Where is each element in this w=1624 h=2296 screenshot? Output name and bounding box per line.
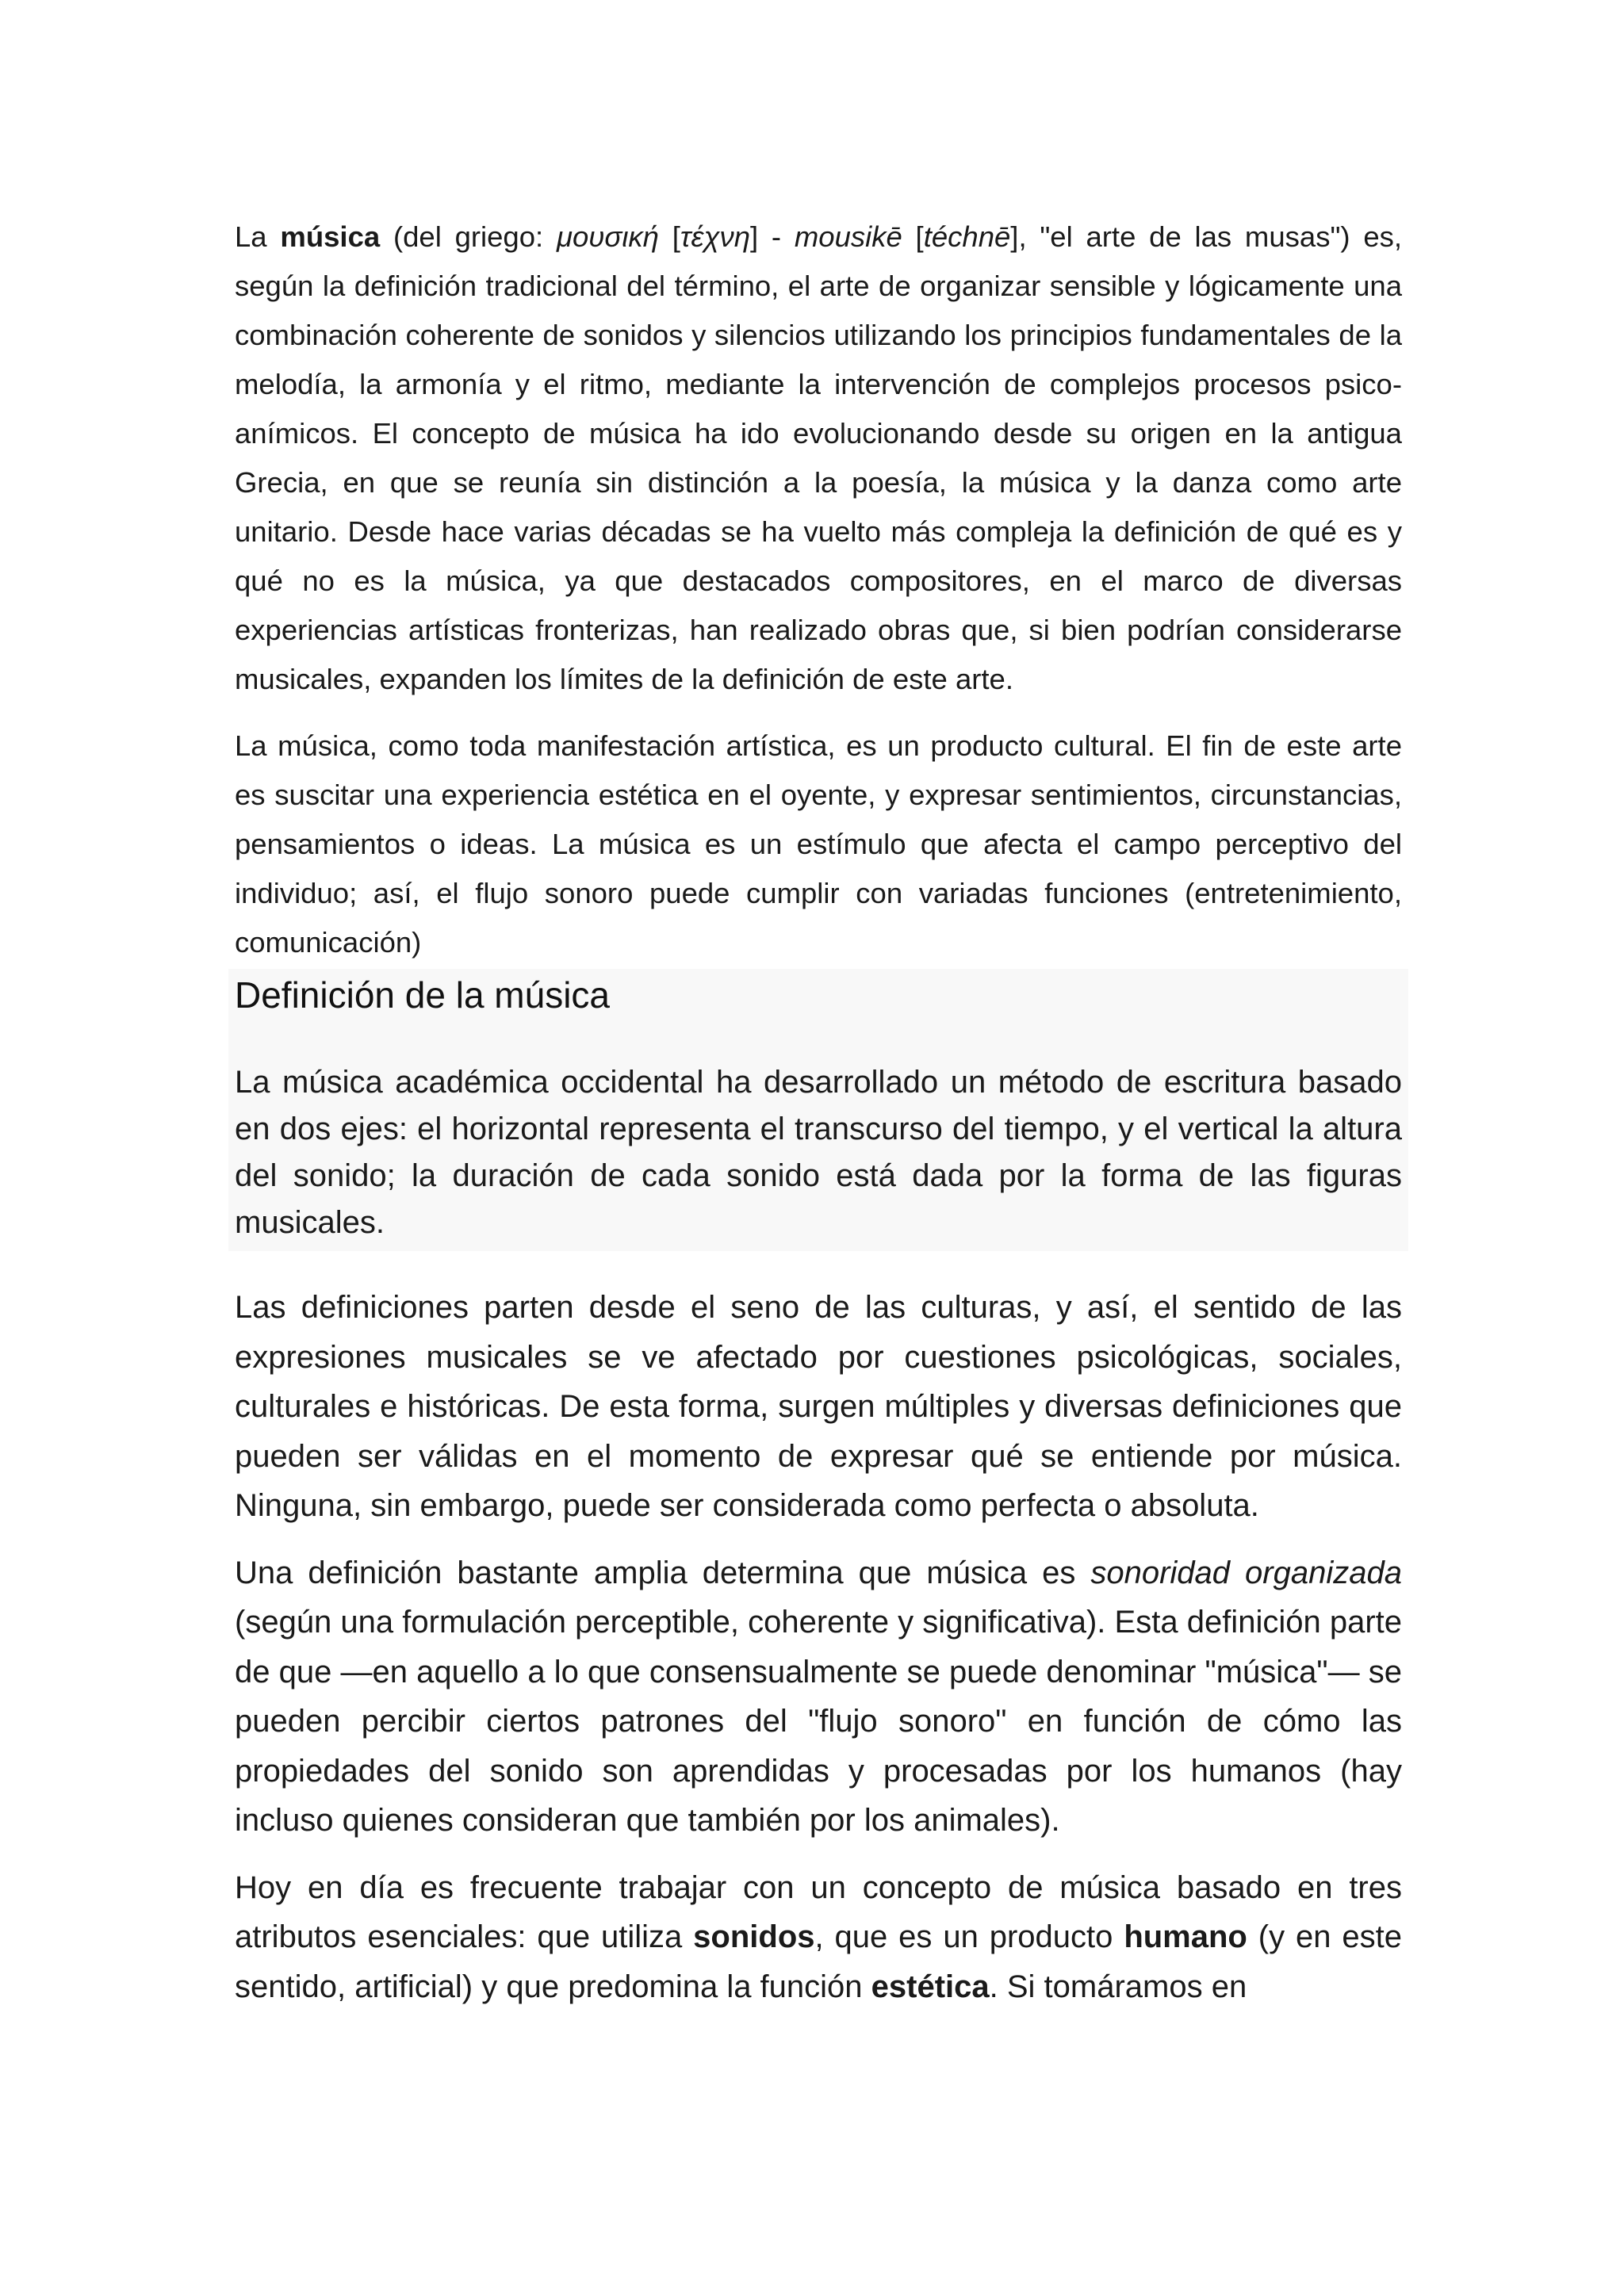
body-paragraph-4 <box>235 1548 1402 1846</box>
text-run: (según una formulación perceptible, coherente y significativa). Esta definición parte de que —en aquello a lo que consensualmente se puede denominar "música"— se pueden percibir ciertos patrones del "flujo sonoro" en función de cómo las propiedades del sonido son aprendidas y procesadas por los humanos (hay incluso quienes consideran que también por los animales). <box>235 1605 1402 1838</box>
definition-paragraph: La música académica occidental ha desarrollado un método de escritura basado en dos ejes: el horizontal representa el transcurso del tiempo, y el vertical la altura del sonido; la duración de cada sonido está dada por la forma de las figuras musicales. <box>235 1065 1402 1240</box>
definition-section <box>228 969 1408 1251</box>
italic-term: sonoridad organizada <box>1090 1555 1402 1590</box>
bold-term: humano <box>1124 1919 1247 1954</box>
text-run: Hoy en día es frecuente trabajar con un concepto de música basado en tres atributos esenciales: que utiliza <box>235 1869 1402 1954</box>
text-run: ], "el arte de las musas") es, según la definición tradicional del término, el arte de organizar sensible y lógicamente una combinación coherente de sonidos y silencios utilizando los principios fundamentales de la melodía, la armonía y el ritmo, mediante la intervención de complejos procesos psico-anímicos. El concepto de música ha ido evolucionando desde su origen en la antigua Grecia, en que se reunía sin distinción a la poesía, la música y la danza como arte unitario. Desde hace varias décadas se ha vuelto más compleja la definición de qué es y qué no es la música, ya que destacados compositores, en el marco de diversas experiencias artísticas fronterizas, han realizado obras que, si bien podrían considerarse musicales, expanden los límites de la definición de este arte. <box>235 220 1403 695</box>
greek-term: μουσική <box>556 220 659 253</box>
text-run: . Si tomáramos en <box>989 1969 1247 2004</box>
bold-term: sonidos <box>693 1919 815 1954</box>
text-run: [ <box>658 220 680 253</box>
bold-term: estética <box>871 1969 990 2004</box>
text-run: (del griego: <box>380 220 557 253</box>
body-paragraph-3: Las definiciones parten desde el seno de las culturas, y así, el sentido de las expresiones musicales se ve afectado por cuestiones psicológicas, sociales, culturales e históricas. De esta forma, surgen múltiples y diversas definiciones que pueden ser válidas en el momento de expresar qué se entiende por música. Ninguna, sin embargo, puede ser considerada como perfecta o absoluta. <box>235 1290 1402 1523</box>
text-run: , que es un producto <box>814 1919 1124 1954</box>
bold-term: música <box>280 220 381 253</box>
section-heading: Definición de la música <box>235 974 611 1016</box>
document-page <box>235 212 1402 2011</box>
text-run: ] - <box>750 220 795 253</box>
greek-term: τέχνη <box>680 220 751 253</box>
body-paragraph-5 <box>235 1863 1402 2012</box>
text-run: [ <box>902 220 924 253</box>
text-run: (y en este sentido, artificial) y que predomina la función <box>235 1919 1402 2004</box>
transliteration: téchnē <box>923 220 1011 253</box>
intro-paragraph-1 <box>235 212 1402 704</box>
transliteration: mousikē <box>794 220 902 253</box>
intro-paragraph-2: La música, como toda manifestación artística, es un producto cultural. El fin de este arte es suscitar una experiencia estética en el oyente, y expresar sentimientos, circunstancias, pensamientos o ideas. La música es un estímulo que afecta el campo perceptivo del individuo; así, el flujo sonoro puede cumplir con variadas funciones (entretenimiento, comunicación) <box>235 729 1402 959</box>
text-run: La <box>235 220 281 253</box>
text-run: Una definición bastante amplia determina que música es <box>235 1555 1091 1590</box>
